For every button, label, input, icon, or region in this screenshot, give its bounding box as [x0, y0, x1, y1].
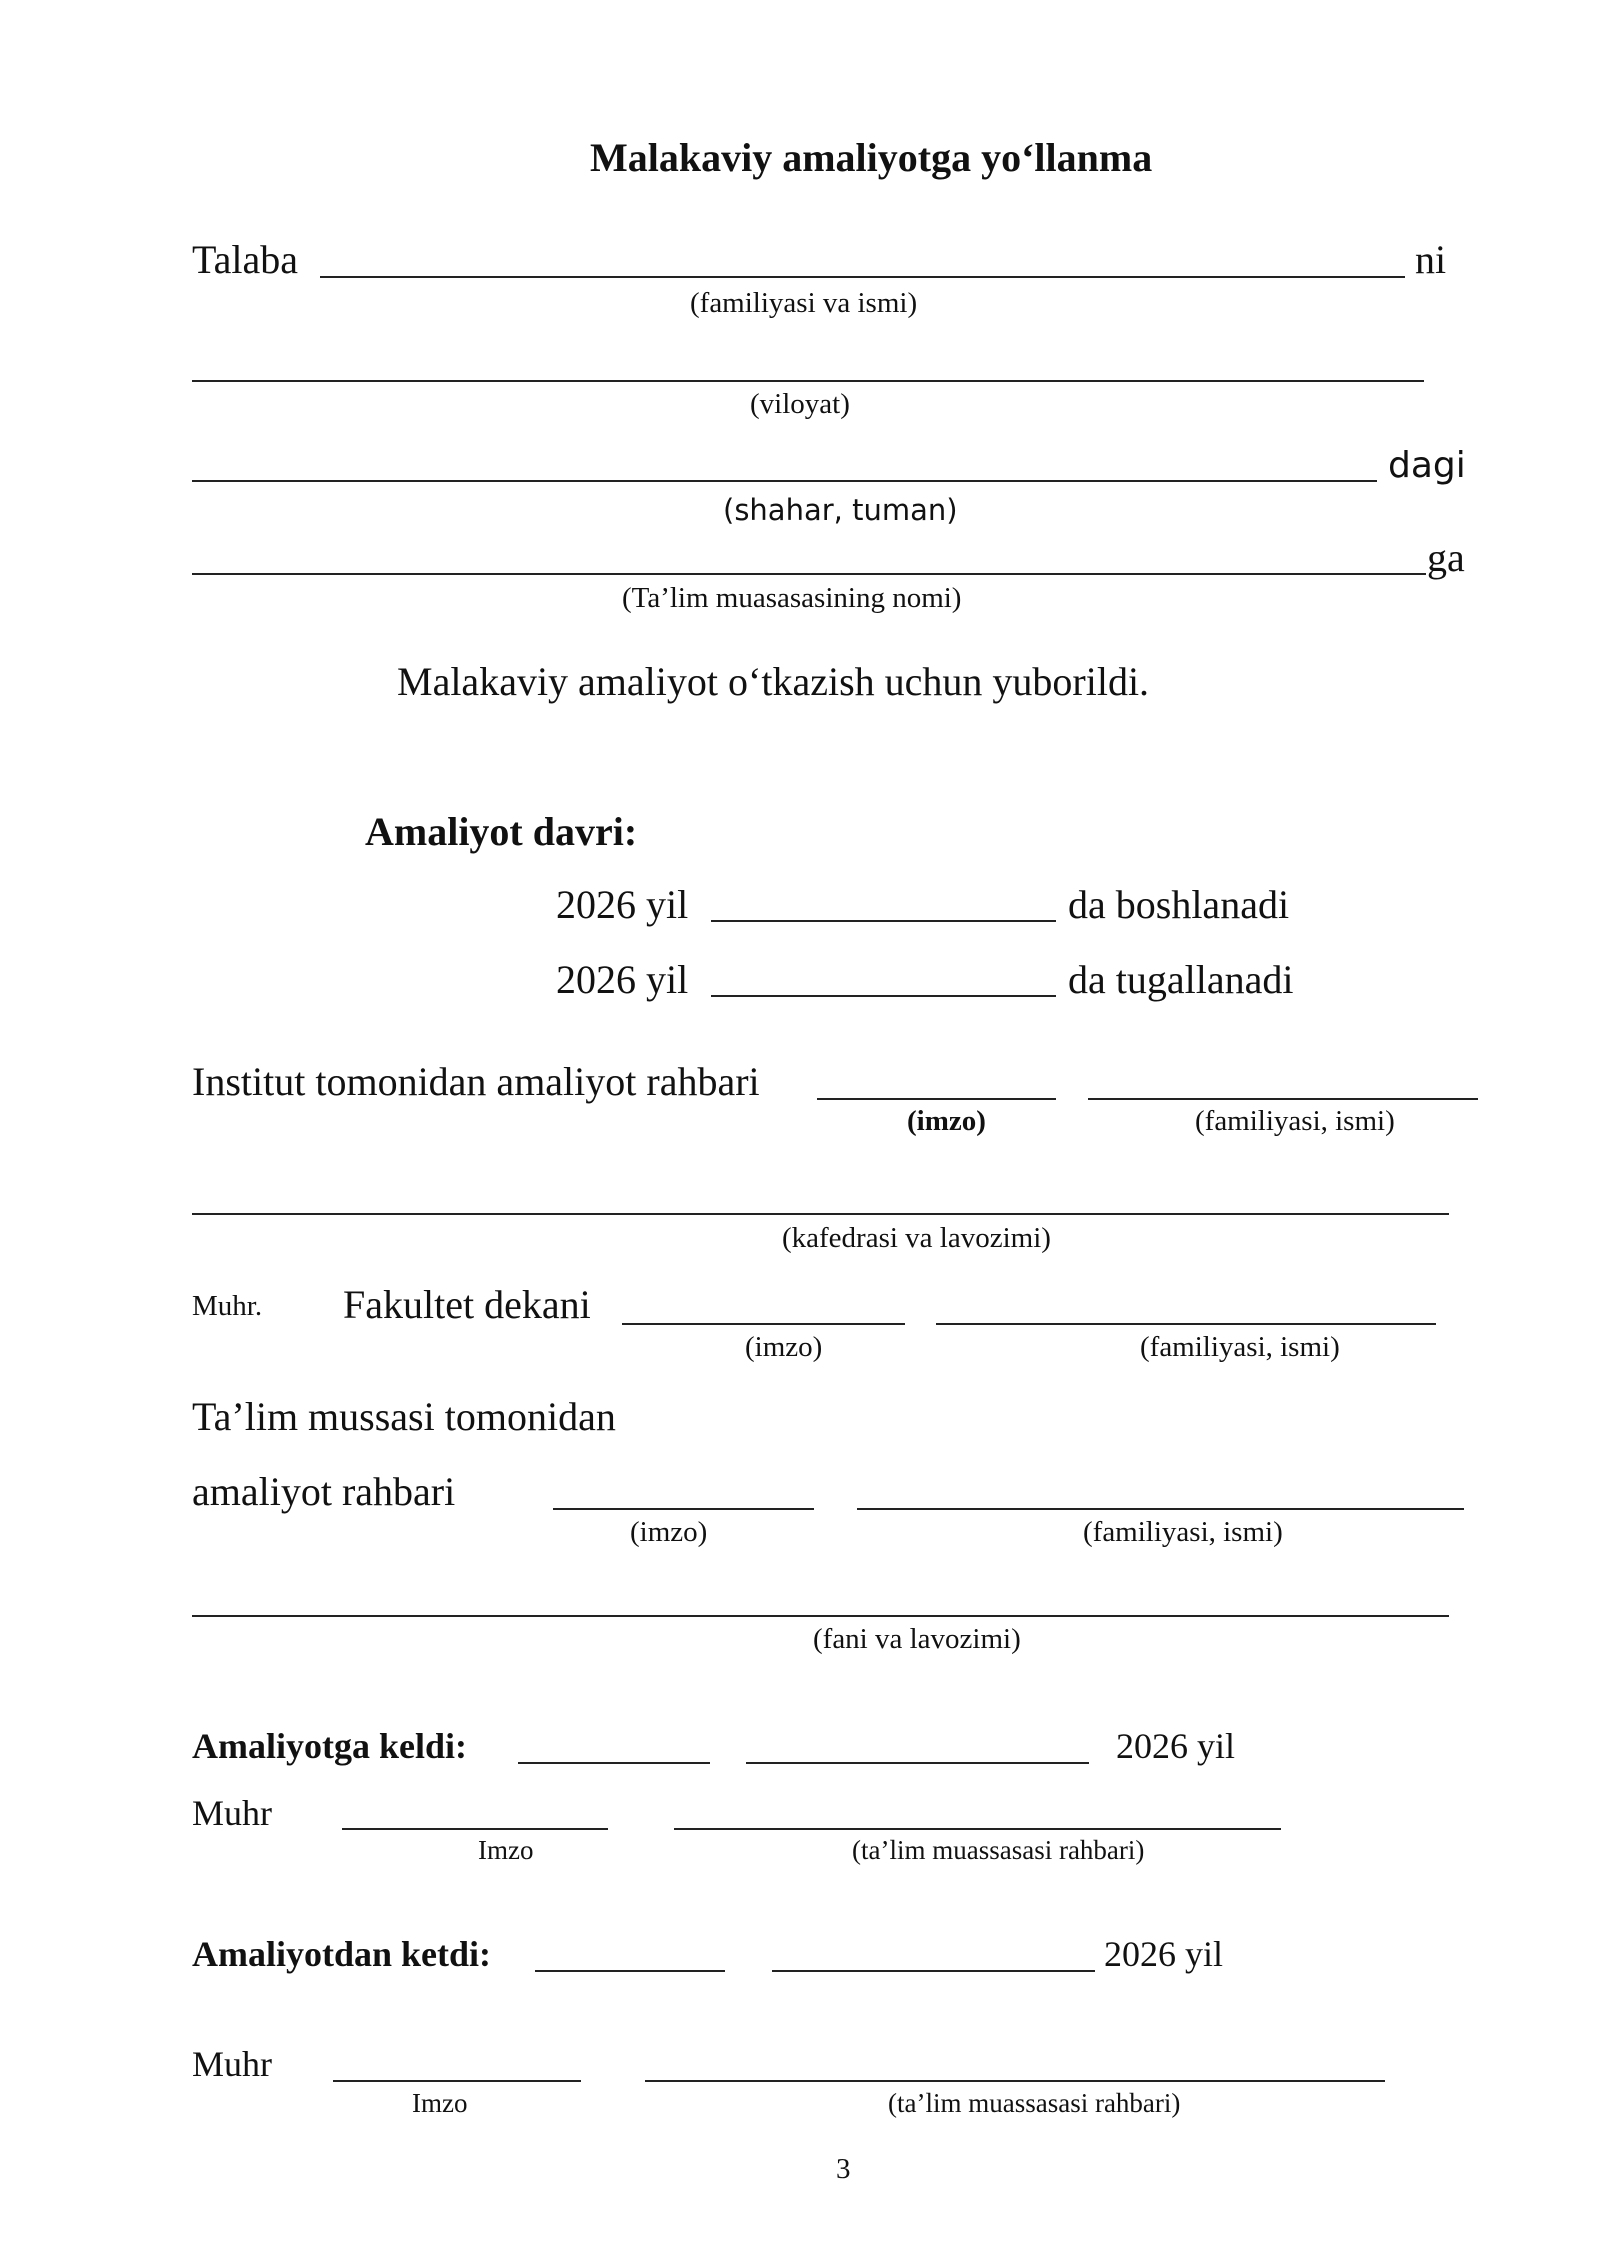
end-year: 2026 yil: [556, 957, 689, 1002]
sent-text: Malakaviy amaliyot o‘tkazish uchun yuborildi.: [397, 659, 1150, 704]
arrived-day-line[interactable]: [518, 1762, 710, 1764]
dean-sign-caption: (imzo): [745, 1331, 823, 1363]
departed-label: Amaliyotdan ketdi:: [192, 1934, 492, 1974]
department-caption: (kafedrasi va lavozimi): [782, 1222, 1051, 1254]
student-suffix: ni: [1415, 237, 1447, 282]
page-title: Malakaviy amaliyotga yo‘llanma: [590, 135, 1153, 180]
city-caption: (shahar, tuman): [723, 493, 958, 527]
region-line[interactable]: [192, 380, 1424, 382]
dean-seal-label: Muhr.: [192, 1290, 263, 1322]
arrived-month-line[interactable]: [746, 1762, 1089, 1764]
subject-line[interactable]: [192, 1615, 1449, 1617]
arrived-sign-line[interactable]: [342, 1828, 608, 1830]
dean-name-line[interactable]: [936, 1323, 1436, 1325]
arrived-head-caption: (ta’lim muassasasi rahbari): [852, 1835, 1145, 1865]
end-suffix: da tugallanadi: [1068, 957, 1294, 1002]
city-suffix: dagi: [1388, 445, 1466, 486]
department-line[interactable]: [192, 1213, 1449, 1215]
org-supervisor-name-line[interactable]: [857, 1508, 1464, 1510]
departed-seal-label: Muhr: [192, 2044, 272, 2084]
arrived-sign-caption: Imzo: [478, 1835, 534, 1865]
institute-supervisor-name-caption: (familiyasi, ismi): [1195, 1105, 1395, 1137]
departed-year: 2026 yil: [1104, 1934, 1224, 1974]
student-label: Talaba: [192, 237, 299, 282]
dean-sign-line[interactable]: [622, 1323, 905, 1325]
departed-head-caption: (ta’lim muassasasi rahbari): [888, 2088, 1181, 2118]
student-name-line[interactable]: [320, 276, 1405, 278]
institute-supervisor-label: Institut tomonidan amaliyot rahbari: [192, 1059, 760, 1104]
departed-month-line[interactable]: [772, 1970, 1095, 1972]
org-supervisor-label-line2: amaliyot rahbari: [192, 1469, 456, 1514]
arrived-year: 2026 yil: [1116, 1726, 1236, 1766]
org-supervisor-label-line1: Ta’lim mussasi tomonidan: [192, 1394, 616, 1439]
city-line[interactable]: [192, 480, 1377, 482]
start-date-line[interactable]: [711, 920, 1056, 922]
arrived-label: Amaliyotga keldi:: [192, 1726, 467, 1766]
departed-sign-line[interactable]: [333, 2080, 581, 2082]
departed-head-line[interactable]: [645, 2080, 1385, 2082]
end-date-line[interactable]: [711, 995, 1056, 997]
period-heading: Amaliyot davri:: [365, 809, 638, 854]
arrived-head-line[interactable]: [674, 1828, 1281, 1830]
institute-supervisor-sign-line[interactable]: [817, 1098, 1056, 1100]
institution-caption: (Ta’lim muasasasining nomi): [622, 582, 962, 614]
student-caption: (familiyasi va ismi): [690, 287, 918, 319]
org-supervisor-name-caption: (familiyasi, ismi): [1083, 1516, 1283, 1548]
page-number: 3: [836, 2153, 851, 2185]
institution-line[interactable]: [192, 573, 1426, 575]
institute-supervisor-sign-caption: (imzo): [907, 1105, 986, 1137]
subject-caption: (fani va lavozimi): [813, 1623, 1021, 1655]
departed-day-line[interactable]: [535, 1970, 725, 1972]
departed-sign-caption: Imzo: [412, 2088, 468, 2118]
start-suffix: da boshlanadi: [1068, 882, 1290, 927]
dean-name-caption: (familiyasi, ismi): [1140, 1331, 1340, 1363]
dean-label: Fakultet dekani: [343, 1282, 591, 1327]
org-supervisor-sign-line[interactable]: [553, 1508, 814, 1510]
start-year: 2026 yil: [556, 882, 689, 927]
region-caption: (viloyat): [750, 388, 850, 420]
arrived-seal-label: Muhr: [192, 1793, 272, 1833]
org-supervisor-sign-caption: (imzo): [630, 1516, 708, 1548]
institution-suffix: ga: [1427, 535, 1465, 580]
institute-supervisor-name-line[interactable]: [1088, 1098, 1478, 1100]
